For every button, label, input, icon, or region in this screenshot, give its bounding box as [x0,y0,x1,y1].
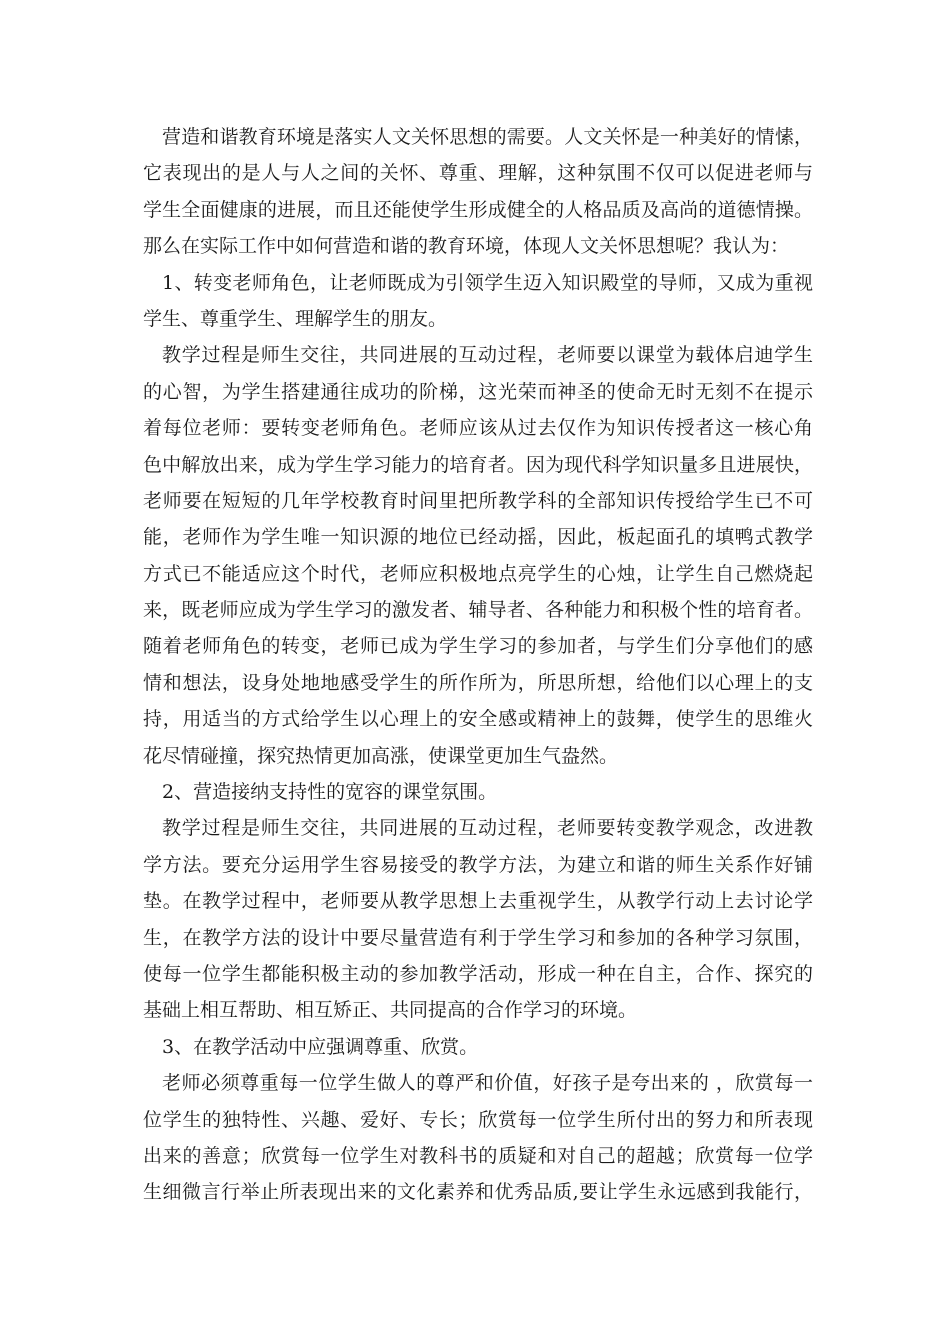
text-line: 使每一位学生都能积极主动的参加教学活动，形成一种在自主，合作、探究的 [143,962,813,985]
text-line: 色中解放出来，成为学生学习能力的培育者。因为现代科学知识量多且进展快， [143,453,813,476]
text-line: 基础上相互帮助、相互矫正、共同提高的合作学习的环境。 [143,999,638,1022]
document-body [143,119,813,1211]
text-line: 学方法。要充分运用学生容易接受的教学方法，为建立和谐的师生关系作好铺 [143,853,813,876]
text-line: 位学生的独特性、兴趣、爱好、专长；欣赏每一位学生所付出的努力和所表现 [143,1108,813,1131]
text-line: 它表现出的是人与人之间的关怀、尊重、理解，这种氛围不仅可以促进老师与 [143,162,813,185]
text-line: 持，用适当的方式给学生以心理上的安全感或精神上的鼓舞，使学生的思维火 [143,708,813,731]
text-line: 花尽情碰撞，探究热情更加高涨，使课堂更加生气盎然。 [143,744,619,767]
text-line: 1、转变老师角色，让老师既成为引领学生迈入知识殿堂的导师，又成为重视 [162,271,813,294]
text-line: 来，既老师应成为学生学习的激发者、辅导者、各种能力和积极个性的培育者。 [143,599,813,622]
text-line: 方式已不能适应这个时代，老师应积极地点亮学生的心烛，让学生自己燃烧起 [143,562,813,585]
text-line: 学生全面健康的进展，而且还能使学生形成健全的人格品质及高尚的道德情操。 [143,198,813,221]
text-line: 营造和谐教育环境是落实人文关怀思想的需要。人文关怀是一种美好的情愫， [162,126,813,148]
text-line: 能，老师作为学生唯一知识源的地位已经动摇，因此，板起面孔的填鸭式教学 [143,526,813,549]
text-line: 情和想法，设身处地地感受学生的所作所为，所思所想，给他们以心理上的支 [143,671,813,694]
text-line: 教学过程是师生交往，共同进展的互动过程，老师要转变教学观念，改进教 [162,817,813,840]
text-line: 着每位老师：要转变老师角色。老师应该从过去仅作为知识传授者这一核心角 [143,417,813,440]
text-line: 生，在教学方法的设计中要尽量营造有利于学生学习和参加的各种学习氛围， [143,926,813,949]
text-line: 2、营造接纳支持性的宽容的课堂氛围。 [162,781,498,804]
text-line: 出来的善意；欣赏每一位学生对教科书的质疑和对自己的超越；欣赏每一位学 [143,1144,813,1167]
text-line: 学生、尊重学生、理解学生的朋友。 [143,307,448,330]
text-line: 的心智，为学生搭建通往成功的阶梯，这光荣而神圣的使命无时无刻不在提示 [143,380,813,403]
text-line: 垫。在教学过程中，老师要从教学思想上去重视学生，从教学行动上去讨论学 [143,890,813,913]
text-line: 老师必须尊重每一位学生做人的尊严和价值，好孩子是夸出来的 ，欣赏每一 [162,1072,813,1095]
text-line: 老师要在短短的几年学校教育时间里把所教学科的全部知识传授给学生已不可 [143,489,813,512]
text-line: 那么在实际工作中如何营造和谐的教育环境，体现人文关怀思想呢？我认为： [143,235,790,258]
text-line: 3、在教学活动中应强调尊重、欣赏。 [162,1035,479,1058]
text-line: 随着老师角色的转变，老师已成为学生学习的参加者，与学生们分享他们的感 [143,635,813,658]
text-line: 生细微言行举止所表现出来的文化素养和优秀品质,要让学生永远感到我能行， [143,1181,813,1204]
text-line: 教学过程是师生交往，共同进展的互动过程，老师要以课堂为载体启迪学生 [162,344,813,367]
